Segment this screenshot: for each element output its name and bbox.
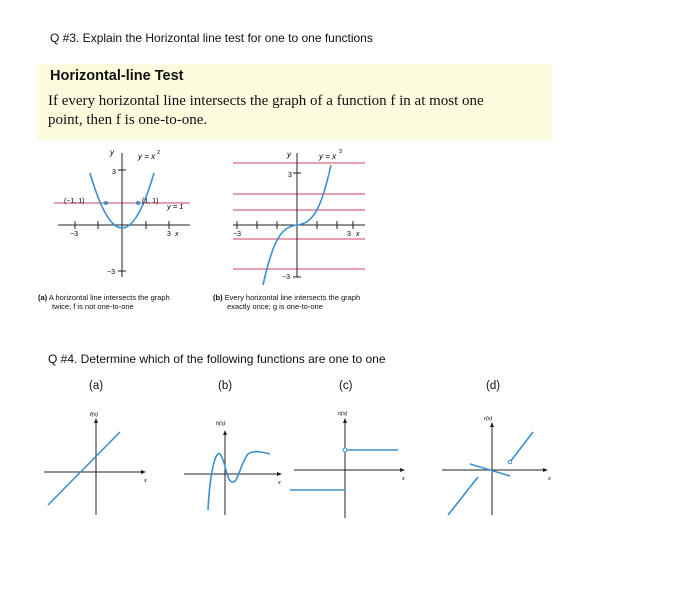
option-d-y-arrow-icon [490,422,494,427]
definition-line-1: If every horizontal line intersects the graph of a function f in at most one [48,93,484,109]
graph-a-point-left [104,201,108,205]
graph-b [225,145,385,290]
graph-a-tick-3-x: 3 [167,231,171,238]
option-c-x-arrow-icon [400,468,405,472]
option-d-lower-segment [448,477,478,515]
graph-b-tick-neg3: −3 [282,274,290,281]
definition-title: Horizontal-line Test [50,68,184,84]
graph-a-point-left-label: (−1, 1) [64,198,85,205]
option-d-label: (d) [486,380,501,392]
option-b-axis-label: h(x) [216,421,226,427]
option-d-graph [438,410,563,520]
option-c-axis-label: n(x) [338,411,348,417]
graph-a-point-right [136,201,140,205]
graph-a-tick-3: 3 [112,169,116,176]
graph-b-equation: y = x [319,152,337,161]
graph-a-x-label: x [175,231,179,238]
graph-b-x-label: x [356,231,360,238]
graph-a-caption [38,293,170,311]
graph-a-line-label: y = 1 [167,202,184,211]
option-a-x-label: x [144,478,147,484]
graph-b-tick-neg3-x: −3 [233,231,241,238]
graph-a-caption-line2: twice; f is not one-to-one [52,302,134,311]
q4-title: Q #4. Determine which of the following functions are one to one [48,352,386,366]
graph-a-equation: y = x [138,152,156,161]
option-d-upper-segment [510,432,533,462]
option-c-y-arrow-icon [343,418,347,423]
graph-b-equation-exp: 3 [339,149,343,155]
graph-b-tick-3: 3 [288,172,292,179]
option-b-x-arrow-icon [277,472,282,476]
option-d-x-label: x [548,476,551,482]
option-a-axis-label: f(x) [90,412,98,418]
graph-a [50,145,210,290]
graph-b-caption-line2: exactly once; g is one-to-one [227,302,323,311]
definition-text [48,92,548,130]
graph-a-point-right-label: (1, 1) [142,198,159,205]
option-a-label: (a) [89,380,104,392]
option-d-x-arrow-icon [543,468,548,472]
graph-a-y-label: y [110,148,114,157]
graph-a-tick-neg3: −3 [107,269,115,276]
graph-b-horizontal-lines [233,163,365,269]
graph-a-equation-exp: 2 [157,150,161,156]
option-d-axis-label: r(x) [484,416,493,422]
graph-a-caption-line1: A horizontal line intersects the graph [48,293,170,302]
option-c-label: (c) [339,380,353,392]
graph-b-tick-3-x: 3 [347,231,351,238]
option-b-y-arrow-icon [223,430,227,435]
option-a-x-arrow-icon [141,470,146,474]
option-a-graph [40,410,160,520]
graph-a-caption-tag: (a) [38,293,48,302]
option-a-line [48,432,120,505]
graph-b-caption [213,293,360,311]
option-a-y-arrow-icon [94,418,98,423]
option-b-curve [208,452,270,510]
graph-b-caption-line1: Every horizontal line intersects the graph [224,293,361,302]
graph-b-y-label: y [287,150,291,159]
option-c-graph [290,400,415,520]
definition-line-2: point, then f is one-to-one. [48,112,208,128]
option-d-open-point [508,460,512,464]
option-c-x-label: x [402,476,405,482]
option-c-open-point [343,448,347,452]
graph-a-tick-neg3-x: −3 [70,231,78,238]
option-b-graph [180,410,300,520]
option-b-label: (b) [218,380,233,392]
graph-b-caption-tag: (b) [213,293,223,302]
option-b-x-label: x [278,480,281,486]
q3-title: Q #3. Explain the Horizontal line test for one to one functions [50,31,373,45]
